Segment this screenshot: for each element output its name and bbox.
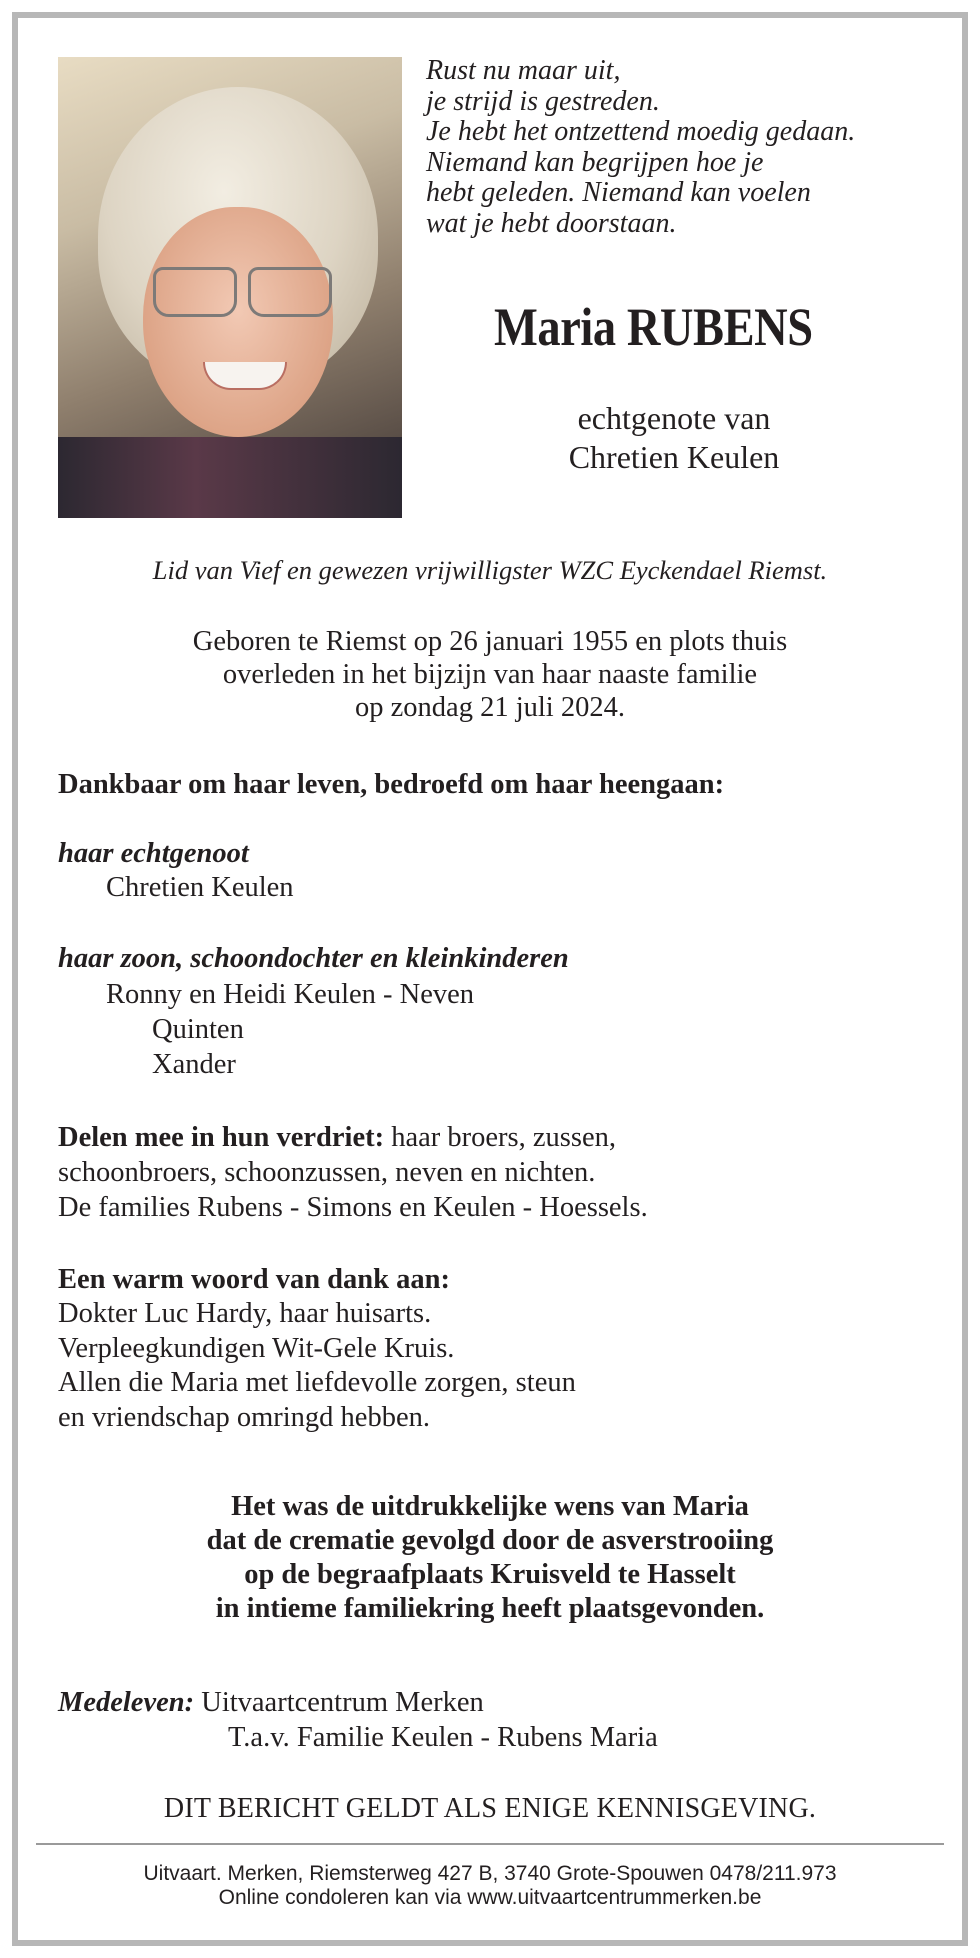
final-wish-line: Het was de uitdrukkelijke wens van Maria: [231, 1491, 749, 1522]
condolence-address-2: T.a.v. Familie Keulen - Rubens Maria: [228, 1722, 658, 1753]
poem-line: je strijd is gestreden.: [426, 85, 660, 117]
spouse-name: Chretien Keulen: [568, 439, 780, 475]
children-label: haar zoon, schoondochter en kleinkinderen: [58, 943, 569, 974]
deceased-name: Maria RUBENS: [494, 297, 813, 357]
final-wish-line: in intieme familiekring heeft plaatsgevonden.: [215, 1593, 765, 1624]
footer-website: Online condoleren kan via www.uitvaartcentrummerken.be: [218, 1886, 762, 1909]
final-wish-line: op de begraafplaats Kruisveld te Hasselt: [244, 1559, 736, 1590]
son-couple: Ronny en Heidi Keulen - Neven: [106, 979, 475, 1010]
husband-name: Chretien Keulen: [106, 872, 294, 903]
condolence-label: Medeleven:: [58, 1687, 195, 1718]
birth-death-info: [30, 625, 950, 724]
thanks-line: en vriendschap omringd hebben.: [58, 1402, 430, 1433]
grandchild: Xander: [152, 1049, 236, 1080]
footer-address: Uitvaart. Merken, Riemsterweg 427 B, 3740 Grote-Spouwen 0478/211.973: [143, 1862, 837, 1885]
husband-label: haar echtgenoot: [58, 838, 249, 869]
poem-line: hebt geleden. Niemand kan voelen: [426, 177, 811, 208]
final-wish: [30, 1490, 950, 1626]
condolence-address-1: Uitvaartcentrum Merken: [194, 1687, 484, 1718]
divider: [36, 1843, 944, 1845]
final-wish-line: dat de crematie gevolgd door de asverstrooiing: [206, 1525, 774, 1556]
sharing-label: Delen mee in hun verdriet:: [58, 1122, 385, 1153]
born-line: Geboren te Riemst op 26 januari 1955 en plots thuis: [192, 626, 788, 657]
notice: DIT BERICHT GELDT ALS ENIGE KENNISGEVING.: [163, 1793, 817, 1824]
thanks-heading: Een warm woord van dank aan:: [58, 1264, 450, 1295]
born-line: overleden in het bijzijn van haar naaste familie: [222, 659, 758, 690]
thanks-line: Allen die Maria met liefdevolle zorgen, steun: [58, 1367, 576, 1398]
sharing-rest: haar broers, zussen,: [384, 1122, 616, 1153]
membership-line: Lid van Vief en gewezen vrijwilligster WZC Eyckendael Riemst.: [152, 555, 828, 585]
thanks-line: Dokter Luc Hardy, haar huisarts.: [58, 1298, 432, 1329]
grandchild: Quinten: [152, 1014, 244, 1045]
condolence-line-1: [58, 1686, 484, 1720]
poem-line: Je hebt het ontzettend moedig gedaan.: [426, 116, 856, 147]
sharing-line-2: schoonbroers, schoonzussen, neven en nichten.: [58, 1157, 596, 1188]
spouse-label: echtgenote van: [577, 400, 771, 436]
sharing-line-1: [58, 1121, 616, 1155]
poem: [426, 56, 855, 239]
grateful-heading: Dankbaar om haar leven, bedroefd om haar heengaan:: [58, 769, 725, 800]
portrait-photo: [58, 57, 402, 518]
poem-line: Rust nu maar uit,: [426, 55, 621, 86]
thanks-line: Verpleegkundigen Wit-Gele Kruis.: [58, 1333, 455, 1364]
born-line: op zondag 21 juli 2024.: [355, 692, 625, 723]
poem-line: wat je hebt doorstaan.: [426, 207, 677, 239]
poem-line: Niemand kan begrijpen hoe je: [426, 146, 764, 178]
sharing-line-3: De families Rubens - Simons en Keulen - Hoessels.: [58, 1192, 648, 1223]
